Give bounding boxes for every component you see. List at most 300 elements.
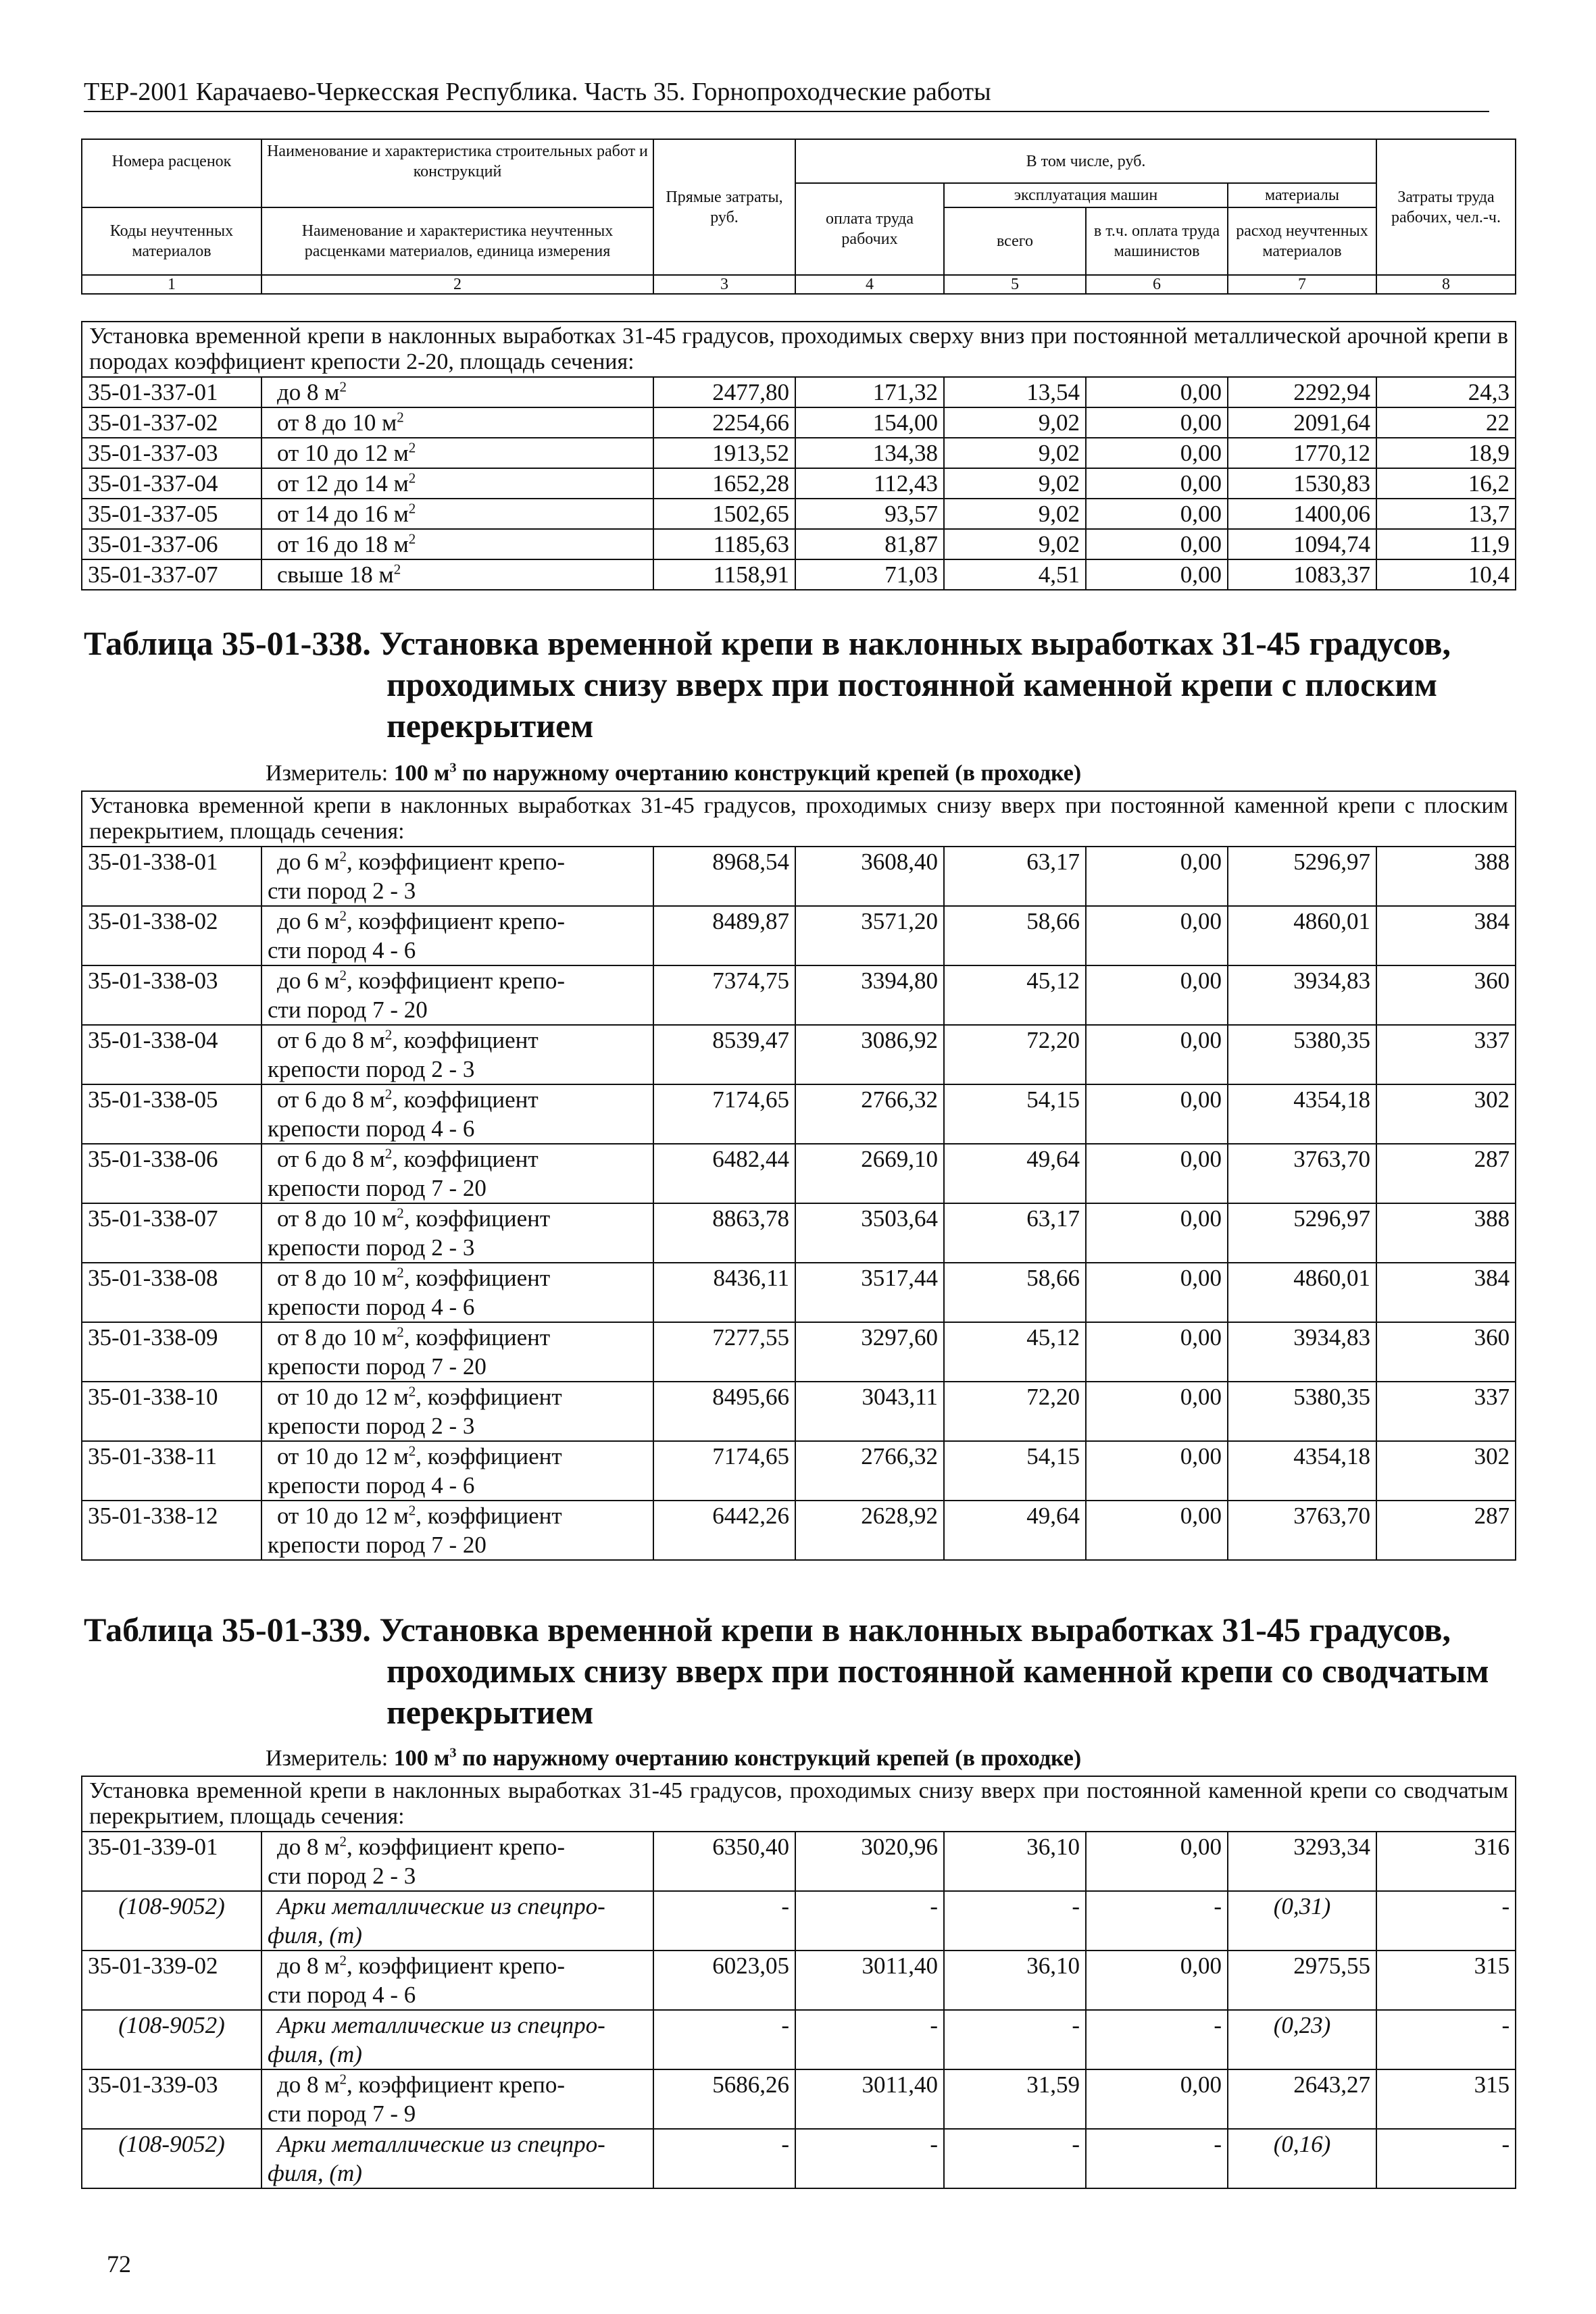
cell-direct: 2477,80 [653,377,795,407]
cell-direct: 2254,66 [653,407,795,438]
cell-materials: 3934,83 [1228,1322,1376,1382]
cell-machinists: 0,00 [1086,1382,1228,1441]
cell-labor: 287 [1376,1144,1516,1203]
cell-machinists: 0,00 [1086,529,1228,559]
rate-name-sup: 2 [393,561,401,578]
cell-machinists: - [1086,2010,1228,2069]
rate-code: 35-01-338-10 [82,1382,261,1441]
rate-name-part: от 6 до 8 м [277,1146,385,1172]
rate-name-part: от 8 до 10 м [277,1265,397,1291]
rate-name-text: от 10 до 12 м [277,440,409,466]
running-header: ТЕР-2001 Карачаево-Черкесская Республика. Часть 35. Горнопроходческие работы [84,76,1489,112]
rate-name-text: от 14 до 16 м [277,501,409,527]
rate-name [261,1144,653,1203]
cell-direct: 7174,65 [653,1441,795,1501]
cell-machinists: 0,00 [1086,1441,1228,1501]
cell-materials: 1400,06 [1228,499,1376,529]
header-including: В том числе, руб. [795,139,1376,183]
cell-mach: 45,12 [944,965,1086,1025]
rate-name-sup: 2 [339,967,347,984]
rate-name-part: от 8 до 10 м [277,1205,397,1232]
rate-name-sup: 2 [339,1833,347,1850]
rate-code: 35-01-337-03 [82,438,261,468]
cell-labor: 302 [1376,1441,1516,1501]
meter-label: Измеритель: [266,761,389,786]
table-row [82,1382,1516,1441]
cell-wages: 154,00 [795,407,944,438]
table-row [82,1263,1516,1322]
table-row [82,1144,1516,1203]
rate-name-part: до 6 м [277,908,340,934]
section-caption-row [82,791,1516,847]
rate-name [261,847,653,906]
rate-code: 35-01-339-02 [82,1951,261,2010]
cell-direct: 8863,78 [653,1203,795,1263]
table-row [82,1501,1516,1560]
rate-code: 35-01-339-03 [82,2069,261,2129]
cell-mach: 72,20 [944,1025,1086,1084]
table-row [82,2069,1516,2129]
rate-name-line2: сти пород 7 - 9 [268,2101,416,2127]
rate-name-part: от 10 до 12 м [277,1503,409,1529]
cell-direct: 6350,40 [653,1832,795,1891]
rate-name-line2: сти пород 4 - 6 [268,1982,416,2008]
rate-code: 35-01-338-11 [82,1441,261,1501]
rate-name-part: , коэффициент [392,1027,539,1053]
rate-name [261,559,653,590]
rate-name-part: от 10 до 12 м [277,1443,409,1469]
header-direct-costs: Прямые затраты, руб. [653,139,795,275]
material-name-part: Арки металлические из спецпро- [277,2012,605,2038]
rate-name-part: , коэффициент [416,1443,562,1469]
rate-code: 35-01-338-07 [82,1203,261,1263]
cell-mach: 63,17 [944,847,1086,906]
table-row [82,1084,1516,1144]
header-code-top: Номера расценок [82,139,261,183]
cell-wages: 2766,32 [795,1084,944,1144]
cell-mach: 49,64 [944,1144,1086,1203]
material-name-line2: филя, (т) [268,1922,362,1948]
cell-mach: 36,10 [944,1951,1086,2010]
cell-mach: 4,51 [944,559,1086,590]
column-number: 8 [1376,275,1516,294]
rate-name-line2: сти пород 4 - 6 [268,937,416,963]
cell-direct: - [653,1891,795,1951]
table-338-number: Таблица 35-01-338. [84,624,371,662]
cell-materials: 2091,64 [1228,407,1376,438]
rate-name-sup: 2 [408,1383,416,1400]
table-338-meter [266,760,1081,787]
table-338-title-line1: Установка временной крепи в наклонных выработках 31-45 градусов, [379,624,1451,662]
table-339-title-line1: Установка временной крепи в наклонных выработках 31-45 градусов, [379,1611,1451,1649]
rate-code: 35-01-339-01 [82,1832,261,1891]
cell-machinists: 0,00 [1086,1832,1228,1891]
table-row [82,468,1516,499]
cell-direct: 5686,26 [653,2069,795,2129]
rate-name-part: до 6 м [277,967,340,994]
rate-name-sup: 2 [397,1324,404,1340]
cell-machinists: 0,00 [1086,1263,1228,1322]
rate-name-part: до 8 м [277,1953,340,1979]
cell-direct: 8539,47 [653,1025,795,1084]
cell-labor: 384 [1376,1263,1516,1322]
rate-code: 35-01-338-04 [82,1025,261,1084]
rate-code: 35-01-338-03 [82,965,261,1025]
rate-name-sup: 2 [397,409,404,426]
cell-direct: 1185,63 [653,529,795,559]
section-caption: Установка временной крепи в наклонных выработках 31-45 градусов, проходимых снизу вверх при постоянной каменной крепи с плоским перекрытием, площадь сечения: [82,791,1516,847]
table-35-01-338 [81,790,1516,1561]
table-339-number: Таблица 35-01-339. [84,1611,371,1649]
cell-materials: (0,16) [1228,2129,1376,2188]
cell-direct: - [653,2129,795,2188]
meter-unit: 100 м [393,1746,450,1771]
rate-name [261,1832,653,1891]
rate-name-text: свыше 18 м [277,561,394,588]
rate-name-part: до 8 м [277,1834,340,1860]
table-row [82,847,1516,906]
cell-machinists: 0,00 [1086,906,1228,965]
rate-name-part: , коэффициент крепо- [346,1953,566,1979]
rate-name-sup: 2 [384,1145,393,1162]
cell-materials: (0,31) [1228,1891,1376,1951]
cell-mach: - [944,2129,1086,2188]
cell-materials: 3934,83 [1228,965,1376,1025]
cell-labor: 10,4 [1376,559,1516,590]
cell-materials: 5296,97 [1228,1203,1376,1263]
cell-mach: - [944,1891,1086,1951]
meter-unit-sup: 3 [449,760,457,776]
cell-materials: 2975,55 [1228,1951,1376,2010]
rate-name-line2: сти пород 2 - 3 [268,878,416,904]
rate-code: 35-01-338-05 [82,1084,261,1144]
table-row [82,499,1516,529]
column-header-table [81,139,1516,295]
cell-machinists: 0,00 [1086,1501,1228,1560]
cell-labor: 24,3 [1376,377,1516,407]
rate-name [261,906,653,965]
rate-name [261,1203,653,1263]
cell-wages: 3011,40 [795,2069,944,2129]
rate-code: 35-01-337-01 [82,377,261,407]
cell-mach: 54,15 [944,1084,1086,1144]
cell-wages: 3297,60 [795,1322,944,1382]
header-machines-total: всего [944,207,1086,275]
cell-direct: 1158,91 [653,559,795,590]
rate-name-part: до 6 м [277,849,340,875]
table-35-01-337 [81,321,1516,590]
cell-labor: 315 [1376,1951,1516,2010]
rate-code: 35-01-337-07 [82,559,261,590]
rate-name-sup: 2 [408,500,416,517]
table-339-meter [266,1745,1081,1772]
cell-mach: 49,64 [944,1501,1086,1560]
rate-name-sup: 2 [339,378,347,395]
cell-wages: 2628,92 [795,1501,944,1560]
section-caption-row [82,1776,1516,1832]
rate-name-part: до 8 м [277,2071,340,2098]
rate-name [261,529,653,559]
header-machines: эксплуатация машин [944,183,1228,207]
cell-materials: 5380,35 [1228,1025,1376,1084]
rate-name-text: до 8 м [277,379,340,405]
header-name-bottom: Наименование и характеристика неучтенных расценками материалов, единица измерения [261,207,653,275]
cell-materials: 2643,27 [1228,2069,1376,2129]
cell-mach: 9,02 [944,468,1086,499]
table-338-title-line3: перекрытием [386,707,594,745]
rate-name-sup: 2 [339,2071,347,2088]
header-wages: оплата труда рабочих [795,183,944,275]
table-339-title [84,1609,1516,1733]
cell-materials: 4354,18 [1228,1084,1376,1144]
cell-mach: 13,54 [944,377,1086,407]
table-row [82,906,1516,965]
cell-labor: - [1376,2129,1516,2188]
material-code: (108-9052) [82,1891,261,1951]
cell-direct: 7374,75 [653,965,795,1025]
table-row [82,407,1516,438]
cell-materials: 2292,94 [1228,377,1376,407]
cell-machinists: - [1086,1891,1228,1951]
cell-labor: 22 [1376,407,1516,438]
cell-direct: 7277,55 [653,1322,795,1382]
rate-name [261,438,653,468]
rate-name-sup: 2 [408,1502,416,1519]
cell-machinists: - [1086,2129,1228,2188]
cell-wages: 112,43 [795,468,944,499]
table-337-body [82,322,1516,590]
cell-labor: 11,9 [1376,529,1516,559]
table-row [82,438,1516,468]
rate-code: 35-01-337-02 [82,407,261,438]
rate-name-part: , коэффициент крепо- [346,2071,566,2098]
rate-name-part: , коэффициент [416,1503,562,1529]
rate-name-part: , коэффициент крепо- [346,849,566,875]
cell-machinists: 0,00 [1086,438,1228,468]
rate-name-line2: крепости пород 7 - 20 [268,1532,487,1558]
cell-materials: 4860,01 [1228,906,1376,965]
cell-labor: 388 [1376,1203,1516,1263]
cell-wages: 3503,64 [795,1203,944,1263]
cell-wages: 3571,20 [795,906,944,965]
cell-wages: 3608,40 [795,847,944,906]
cell-wages: 3086,92 [795,1025,944,1084]
meter-label: Измеритель: [266,1746,389,1771]
rate-name [261,2069,653,2129]
rate-name-sup: 2 [384,1026,393,1043]
cell-direct: 8436,11 [653,1263,795,1322]
rate-name-part: , коэффициент [403,1265,551,1291]
cell-materials: 1770,12 [1228,438,1376,468]
cell-machinists: 0,00 [1086,468,1228,499]
cell-labor: 16,2 [1376,468,1516,499]
cell-mach: 9,02 [944,438,1086,468]
cell-machinists: 0,00 [1086,377,1228,407]
table-row [82,559,1516,590]
rate-name-text: от 12 до 14 м [277,470,409,497]
rate-name-line2: крепости пород 7 - 20 [268,1353,487,1380]
column-number: 1 [82,275,261,294]
rate-name-sup: 2 [408,470,416,486]
material-code: (108-9052) [82,2010,261,2069]
rate-name-line2: крепости пород 7 - 20 [268,1175,487,1201]
cell-direct: 6442,26 [653,1501,795,1560]
column-number: 6 [1086,275,1228,294]
cell-machinists: 0,00 [1086,1025,1228,1084]
rate-name [261,1263,653,1322]
cell-wages: - [795,1891,944,1951]
rate-name-part: , коэффициент крепо- [346,1834,566,1860]
material-name [261,1891,653,1951]
page-number: 72 [107,2250,131,2278]
table-339-body [82,1776,1516,2188]
header-labor: Затраты труда рабочих, чел.-ч. [1376,139,1516,275]
meter-basis: по наружному очертанию конструкций крепей (в проходке) [456,761,1082,786]
rate-code: 35-01-338-06 [82,1144,261,1203]
header-materials-sub: расход неучтенных материалов [1228,207,1376,275]
column-number: 2 [261,275,653,294]
rate-name-part: от 8 до 10 м [277,1324,397,1351]
material-row [82,1891,1516,1951]
rate-name-sup: 2 [397,1264,404,1281]
cell-labor: - [1376,1891,1516,1951]
cell-materials: 4860,01 [1228,1263,1376,1322]
cell-mach: 9,02 [944,407,1086,438]
rate-name-sup: 2 [384,1086,393,1103]
cell-wages: 2669,10 [795,1144,944,1203]
cell-materials: 5380,35 [1228,1382,1376,1441]
column-number: 5 [944,275,1086,294]
rate-name-line2: крепости пород 2 - 3 [268,1056,475,1082]
cell-materials: 3763,70 [1228,1144,1376,1203]
cell-mach: 72,20 [944,1382,1086,1441]
rate-name-text: от 8 до 10 м [277,409,397,436]
cell-wages: 3011,40 [795,1951,944,2010]
header-name-top: Наименование и характеристика строительных работ и конструкций [261,139,653,183]
table-row [82,529,1516,559]
table-row [82,965,1516,1025]
cell-labor: 388 [1376,847,1516,906]
rate-name-line2: крепости пород 4 - 6 [268,1294,475,1320]
cell-wages: 171,32 [795,377,944,407]
rate-name-part: , коэффициент [403,1324,551,1351]
rate-name [261,1025,653,1084]
column-number: 3 [653,275,795,294]
meter-unit: 100 м [393,761,450,786]
column-number: 7 [1228,275,1376,294]
cell-machinists: 0,00 [1086,559,1228,590]
rate-name [261,1501,653,1560]
cell-machinists: 0,00 [1086,1084,1228,1144]
rate-name-sup: 2 [339,848,347,865]
cell-materials: 4354,18 [1228,1441,1376,1501]
table-338-body [82,791,1516,1560]
rate-name-line2: крепости пород 2 - 3 [268,1234,475,1261]
rate-code: 35-01-338-02 [82,906,261,965]
table-row [82,1025,1516,1084]
cell-labor: 360 [1376,965,1516,1025]
cell-wages: 3517,44 [795,1263,944,1322]
rate-name [261,1084,653,1144]
material-row [82,2129,1516,2188]
material-name [261,2010,653,2069]
table-row [82,1951,1516,2010]
rate-name [261,499,653,529]
cell-machinists: 0,00 [1086,847,1228,906]
rate-name [261,1322,653,1382]
section-caption: Установка временной крепи в наклонных выработках 31-45 градусов, проходимых сверху вниз при постоянной металлической арочной крепи в породах коэффициент крепости 2-20, площадь сечения: [82,322,1516,377]
cell-wages: 134,38 [795,438,944,468]
cell-mach: 45,12 [944,1322,1086,1382]
cell-machinists: 0,00 [1086,407,1228,438]
cell-direct: 1652,28 [653,468,795,499]
rate-code: 35-01-338-01 [82,847,261,906]
cell-mach: 58,66 [944,1263,1086,1322]
cell-labor: 337 [1376,1382,1516,1441]
table-row [82,1322,1516,1382]
table-35-01-339 [81,1776,1516,2189]
rate-name-sup: 2 [339,907,347,924]
cell-labor: - [1376,2010,1516,2069]
cell-labor: 337 [1376,1025,1516,1084]
rate-name-line2: сти пород 7 - 20 [268,997,428,1023]
cell-direct: - [653,2010,795,2069]
rate-name [261,468,653,499]
rate-name [261,377,653,407]
cell-machinists: 0,00 [1086,1144,1228,1203]
rate-code: 35-01-337-04 [82,468,261,499]
rate-name [261,407,653,438]
cell-mach: 36,10 [944,1832,1086,1891]
cell-direct: 6023,05 [653,1951,795,2010]
material-row [82,2010,1516,2069]
header-machinists: в т.ч. оплата труда машинистов [1086,207,1228,275]
cell-wages: 71,03 [795,559,944,590]
cell-materials: 1530,83 [1228,468,1376,499]
cell-materials: 1094,74 [1228,529,1376,559]
cell-wages: 81,87 [795,529,944,559]
cell-direct: 8968,54 [653,847,795,906]
cell-labor: 302 [1376,1084,1516,1144]
table-row [82,1441,1516,1501]
rate-name-line2: крепости пород 4 - 6 [268,1472,475,1499]
table-339-title-line3: перекрытием [386,1693,594,1731]
material-name [261,2129,653,2188]
section-caption-row [82,322,1516,377]
header-spacer [261,183,653,207]
rate-name-part: , коэффициент [392,1146,539,1172]
cell-wages: - [795,2129,944,2188]
rate-name [261,1441,653,1501]
rate-name-sup: 2 [408,530,416,547]
rate-name-text: от 16 до 18 м [277,531,409,557]
rate-name-line2: сти пород 2 - 3 [268,1863,416,1889]
cell-labor: 315 [1376,2069,1516,2129]
cell-labor: 287 [1376,1501,1516,1560]
cell-materials: 5296,97 [1228,847,1376,906]
section-caption: Установка временной крепи в наклонных выработках 31-45 градусов, проходимых снизу вверх при постоянной каменной крепи со сводчатым перекрытием, площадь сечения: [82,1776,1516,1832]
material-name-part: Арки металлические из спецпро- [277,2131,605,2157]
cell-materials: 3763,70 [1228,1501,1376,1560]
meter-basis: по наружному очертанию конструкций крепей (в проходке) [456,1746,1082,1771]
rate-code: 35-01-338-12 [82,1501,261,1560]
rate-name-sup: 2 [339,1952,347,1969]
meter-unit-sup: 3 [449,1745,457,1761]
rate-name-sup: 2 [397,1205,404,1222]
cell-mach: 54,15 [944,1441,1086,1501]
column-number: 4 [795,275,944,294]
cell-machinists: 0,00 [1086,2069,1228,2129]
